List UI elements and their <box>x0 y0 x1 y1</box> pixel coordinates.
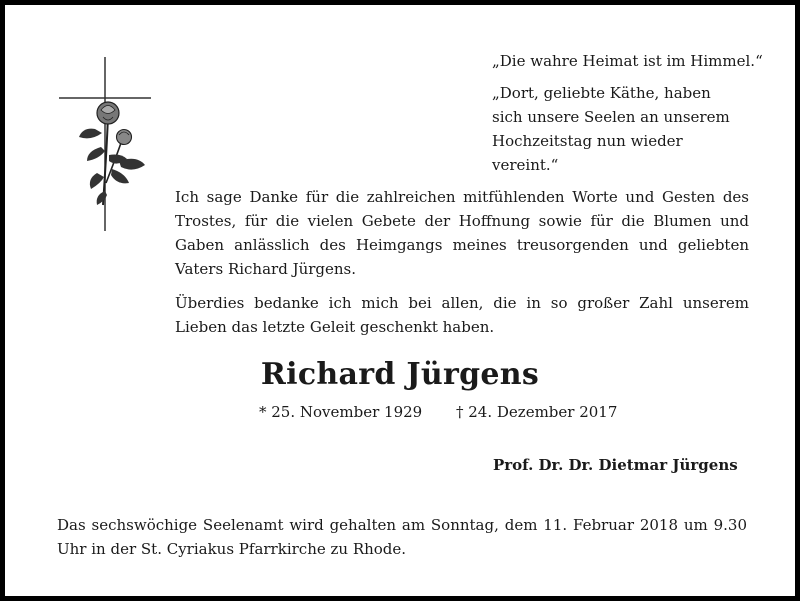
thanks-text <box>175 185 749 349</box>
deceased-name: Richard Jürgens <box>260 357 540 392</box>
quote-2: „Dort, geliebte Käthe, haben sich unsere Seelen an unserem Hochzeitstag nun wieder vereint.“ <box>492 84 730 174</box>
quote-1: „Die wahre Heimat ist im Himmel.“ <box>492 52 763 70</box>
cross-with-rose-icon <box>57 55 153 233</box>
death-date: † 24. Dezember 2017 <box>456 403 618 421</box>
thanks-paragraph-1: Ich sage Danke für die zahlreichen mitfühlenden Worte und Gesten des Trostes, für die vielen Gebete der Hoffnung sowie für die Blumen und Gaben anlässlich des Heimgangs meines treusorgenden und geliebten Vaters Richard Jürgens. <box>175 188 749 278</box>
service-notice: Das sechswöchige Seelenamt wird gehalten am Sonntag, dem 11. Februar 2018 um 9.30 Uhr in der St. Cyriakus Pfarrkirche zu Rhode. <box>57 516 747 558</box>
birth-date: * 25. November 1929 <box>259 403 423 421</box>
quote-block <box>492 49 782 185</box>
thanks-paragraph-2: Überdies bedanke ich mich bei allen, die in so großer Zahl unserem Lieben das letzte Geleit geschenkt haben. <box>175 294 749 336</box>
signer-name: Prof. Dr. Dr. Dietmar Jürgens <box>493 456 738 474</box>
